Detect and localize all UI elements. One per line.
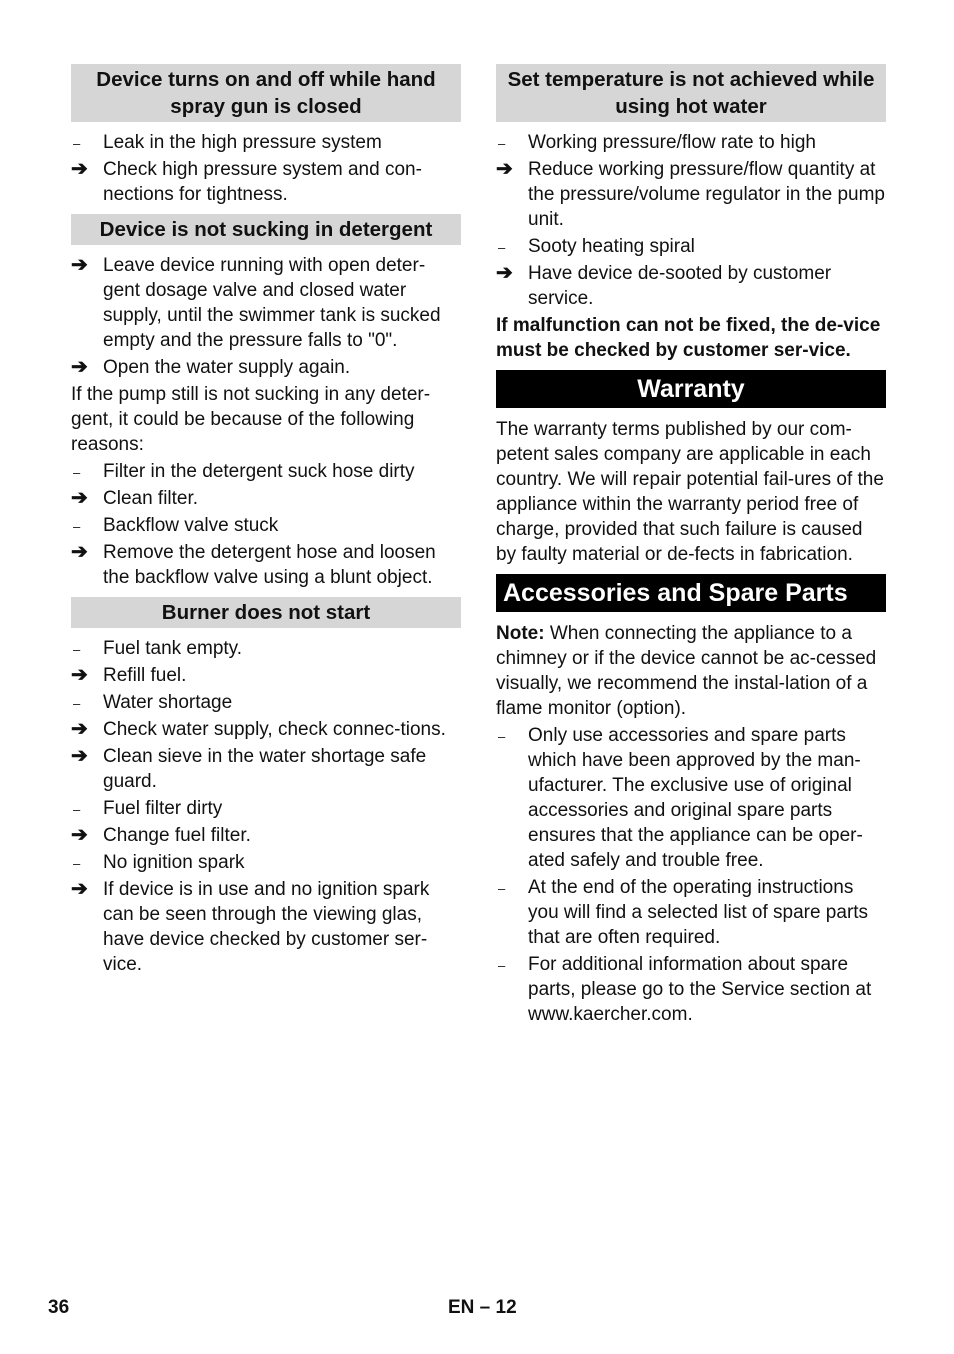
warranty-heading: Warranty [496, 370, 886, 408]
section-heading-hand-spray-gun: Device turns on and off while hand spray gun is closed [71, 64, 461, 122]
list-item: – Sooty heating spiral [496, 234, 886, 259]
page-number: 36 [48, 1297, 70, 1318]
arrow-right-icon: ➔ [71, 878, 88, 900]
list-item: – At the end of the operating instructions you will find a selected list of spare parts that are often required. [498, 877, 869, 948]
warranty-text: The warranty terms published by our com-petent sales company are applicable in each country. We will repair potential fail-ures of the appliance within the warranty period free of charge, provided that such failure is caused by faulty material or de-fects in fabrication. [496, 419, 884, 565]
section-heading-detergent: Device is not sucking in detergent [71, 214, 461, 245]
list-item: ➔ Have device de-sooted by customer service. [496, 262, 832, 309]
page-reference: EN – 12 [448, 1297, 517, 1318]
dash-icon: – [498, 958, 506, 973]
list-item: – For additional information about spare parts, please go to the Service section at www.kaercher.com. [498, 954, 872, 1025]
section-heading-temperature: Set temperature is not achieved while using hot water [496, 64, 886, 122]
paragraph: If the pump still is not sucking in any deter-gent, it could be because of the following reasons: [71, 384, 431, 455]
arrow-right-icon: ➔ [71, 356, 88, 378]
dash-icon: – [498, 729, 506, 744]
dash-icon: – [73, 802, 81, 817]
arrow-right-icon: ➔ [71, 745, 88, 767]
dash-icon: – [73, 465, 81, 480]
dash-icon: – [73, 856, 81, 871]
list-item: – Fuel filter dirty [71, 796, 461, 821]
list-item: – Fuel tank empty. [71, 636, 461, 661]
arrow-right-icon: ➔ [71, 824, 88, 846]
list-item: – Water shortage [71, 690, 461, 715]
list-item: ➔ Clean sieve in the water shortage safe guard. [71, 745, 427, 792]
list-item: ➔ If device is in use and no ignition spark can be seen through the viewing glas, have device checked by customer ser-vice. [71, 878, 430, 975]
dash-icon: – [498, 136, 506, 151]
accessories-note: Note: When connecting the appliance to a chimney or if the device cannot be ac-cessed visually, we recommend the instal-lation of a flame monitor (option). [496, 623, 877, 719]
left-column [71, 64, 461, 979]
dash-icon: – [73, 696, 81, 711]
list-item: – No ignition spark [71, 850, 461, 875]
list-item: ➔ Clean filter. [71, 487, 199, 509]
section-heading-burner: Burner does not start [71, 597, 461, 628]
arrow-right-icon: ➔ [496, 262, 513, 284]
list-item: – Leak in the high pressure system [71, 130, 461, 155]
list-item: – Working pressure/flow rate to high [496, 130, 886, 155]
dash-icon: – [73, 519, 81, 534]
note-label: Note: [496, 623, 545, 644]
list-item: – Only use accessories and spare parts which have been approved by the man-ufacturer. The exclusive use of original accessories and original spare parts ensures that the appliance can be oper-ated safely and trouble free. [498, 725, 863, 871]
list-item: ➔ Check water supply, check connec-tions. [71, 718, 446, 740]
dash-icon: – [498, 240, 506, 255]
dash-icon: – [73, 642, 81, 657]
arrow-right-icon: ➔ [71, 541, 88, 563]
list-item: ➔ Open the water supply again. [71, 356, 351, 378]
list-item: – Backflow valve stuck [71, 513, 461, 538]
list-item: ➔ Refill fuel. [71, 664, 187, 686]
dash-icon: – [498, 881, 506, 896]
list-item: ➔ Check high pressure system and con-nections for tightness. [71, 158, 422, 205]
arrow-right-icon: ➔ [71, 254, 88, 276]
list-item: ➔ Leave device running with open deter-gent dosage valve and closed water supply, until the swimmer tank is sucked empty and the pressure falls to "0". [71, 254, 441, 351]
list-item: ➔ Remove the detergent hose and loosen the backflow valve using a blunt object. [71, 541, 436, 588]
right-column [496, 64, 886, 1029]
accessories-heading: Accessories and Spare Parts [496, 574, 886, 612]
arrow-right-icon: ➔ [71, 718, 88, 740]
arrow-right-icon: ➔ [71, 487, 88, 509]
list-item: ➔ Reduce working pressure/flow quantity at the pressure/volume regulator in the pump unit. [496, 158, 885, 230]
dash-icon: – [73, 136, 81, 151]
arrow-right-icon: ➔ [71, 664, 88, 686]
arrow-right-icon: ➔ [496, 158, 513, 180]
list-item: – Filter in the detergent suck hose dirty [71, 459, 461, 484]
list-item: ➔ Change fuel filter. [71, 824, 251, 846]
malfunction-note: If malfunction can not be fixed, the de-vice must be checked by customer ser-vice. [496, 315, 881, 361]
arrow-right-icon: ➔ [71, 158, 88, 180]
